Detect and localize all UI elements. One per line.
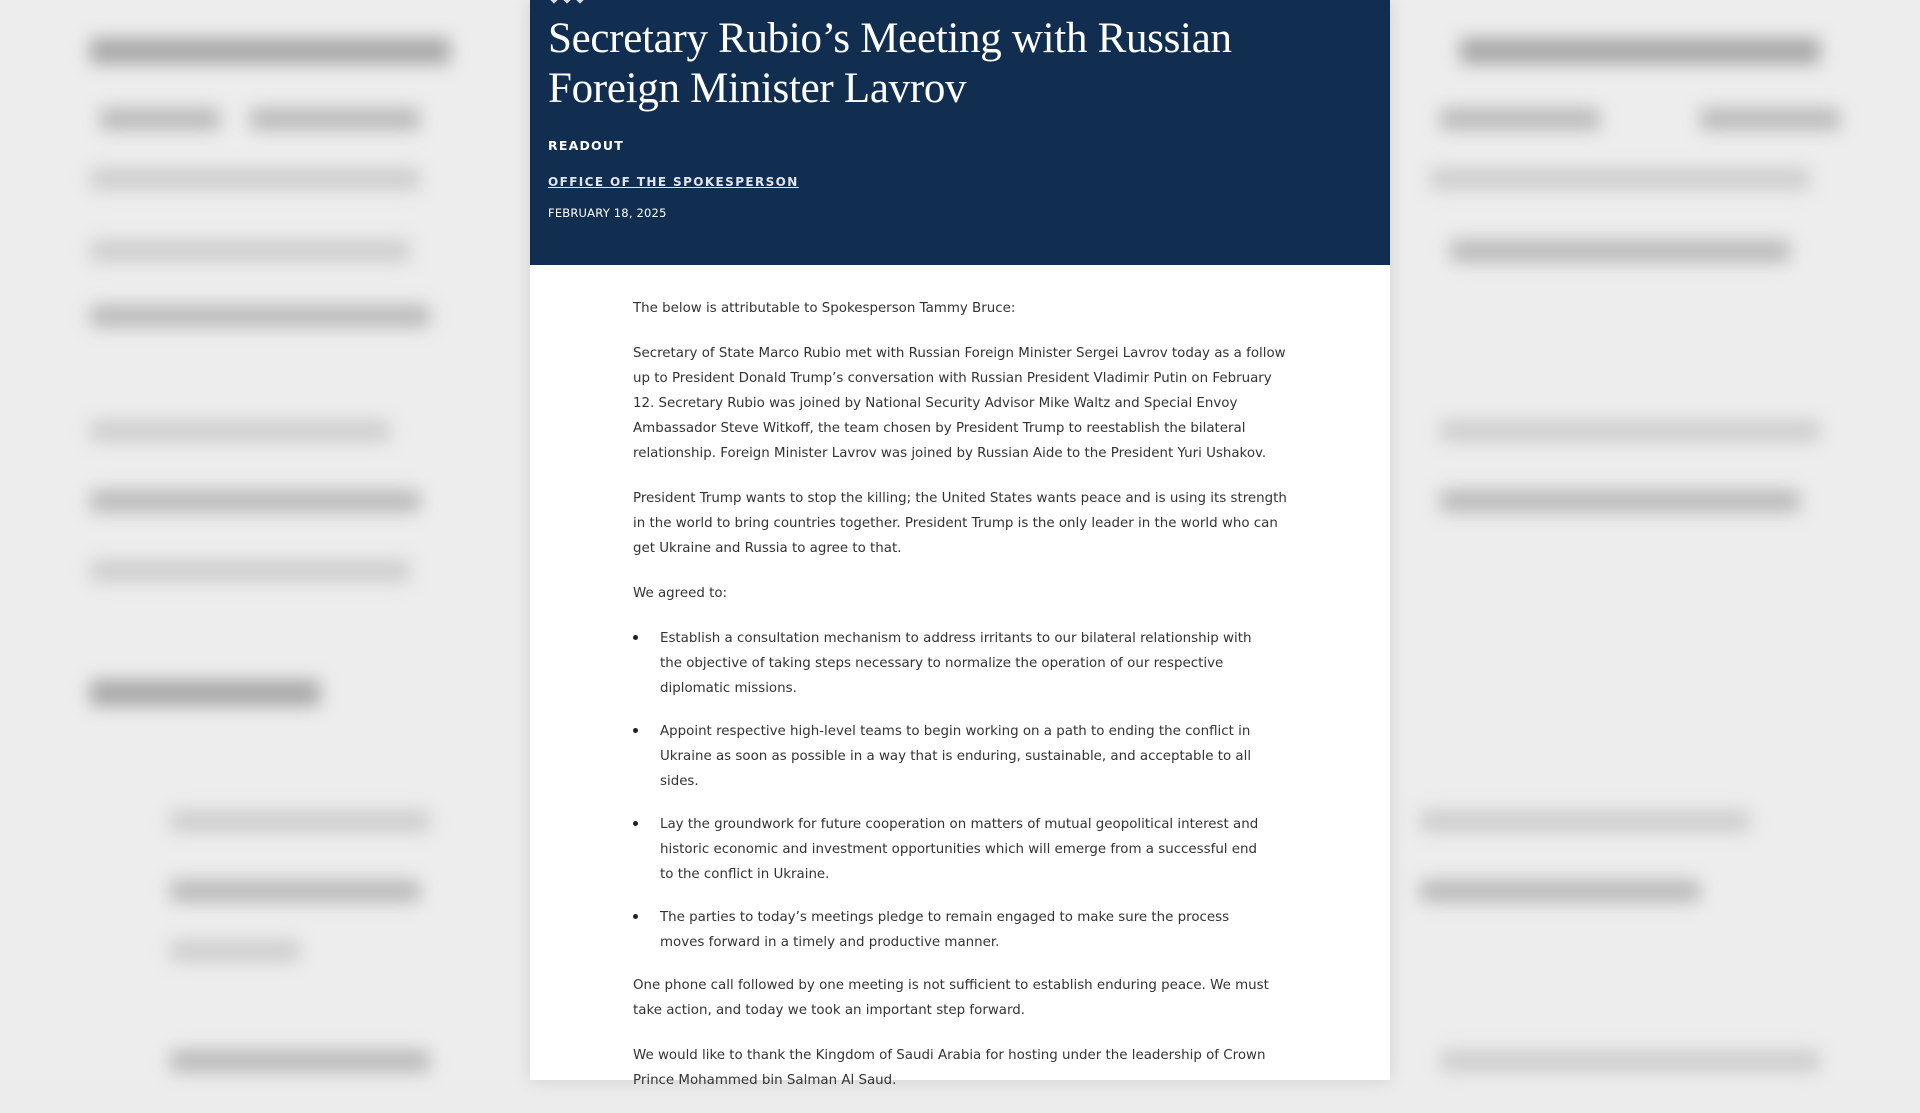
attribution-paragraph: The below is attributable to Spokesperson Tammy Bruce: [633, 301, 1016, 316]
body-paragraph-1: Secretary of State Marco Rubio met with Russian Foreign Minister Sergei Lavrov today as a follow up to President Donald Trump’s conversation with Russian President Vladimir Putin on February 12. Secretary Rubio was joined by National Security Advisor Mike Waltz and Special Envoy Ambassador Steve Witkoff, the team chosen by President Trump to reestablish the bilateral relationship. Foreign Minister Lavrov was joined by Russian Aide to the President Yuri Ushakov. [633, 346, 1286, 461]
bullet-icon [633, 914, 638, 919]
release-type-label: READOUT [548, 138, 624, 153]
release-header [530, 0, 1390, 265]
bullet-icon [633, 635, 638, 640]
list-item-text: Appoint respective high-level teams to begin working on a path to ending the conflict in Ukraine as soon as possible in a way that is enduring, sustainable, and acceptable to all sides. [660, 724, 1252, 789]
list-item [660, 905, 1293, 955]
page-title: Secretary Rubio’s Meeting with Russian Foreign Minister Lavrov [548, 15, 1232, 112]
list-item-text: Lay the groundwork for future cooperation on matters of mutual geopolitical interest and historic economic and investment opportunities which will emerge from a successful end to the conflict in Ukraine. [660, 817, 1259, 882]
bullet-icon [633, 728, 638, 733]
body-paragraph-4: We would like to thank the Kingdom of Saudi Arabia for hosting under the leadership of Crown Prince Mohammed bin Salman Al Saud. [633, 1048, 1266, 1088]
list-item [660, 626, 1293, 701]
list-item [660, 719, 1293, 794]
list-item-text: Establish a consultation mechanism to address irritants to our bilateral relationship with the objective of taking steps necessary to normalize the operation of our respective diplomatic missions. [660, 631, 1252, 696]
seal-stars-icon [550, 0, 584, 2]
press-release-card [530, 0, 1390, 1088]
body-paragraph-3: One phone call followed by one meeting is not sufficient to establish enduring peace. We must take action, and today we took an important step forward. [633, 978, 1269, 1018]
agreement-list [633, 626, 1293, 955]
release-date: FEBRUARY 18, 2025 [548, 206, 667, 220]
office-link[interactable]: OFFICE OF THE SPOKESPERSON [548, 175, 799, 189]
list-item [660, 812, 1293, 887]
release-body [633, 296, 1293, 1113]
agreed-heading: We agreed to: [633, 586, 728, 601]
bullet-icon [633, 821, 638, 826]
list-item-text: The parties to today’s meetings pledge to remain engaged to make sure the process moves forward in a timely and productive manner. [660, 910, 1230, 950]
body-paragraph-2: President Trump wants to stop the killing; the United States wants peace and is using its strength in the world to bring countries together. President Trump is the only leader in the world who can get Ukraine and Russia to agree to that. [633, 491, 1287, 556]
